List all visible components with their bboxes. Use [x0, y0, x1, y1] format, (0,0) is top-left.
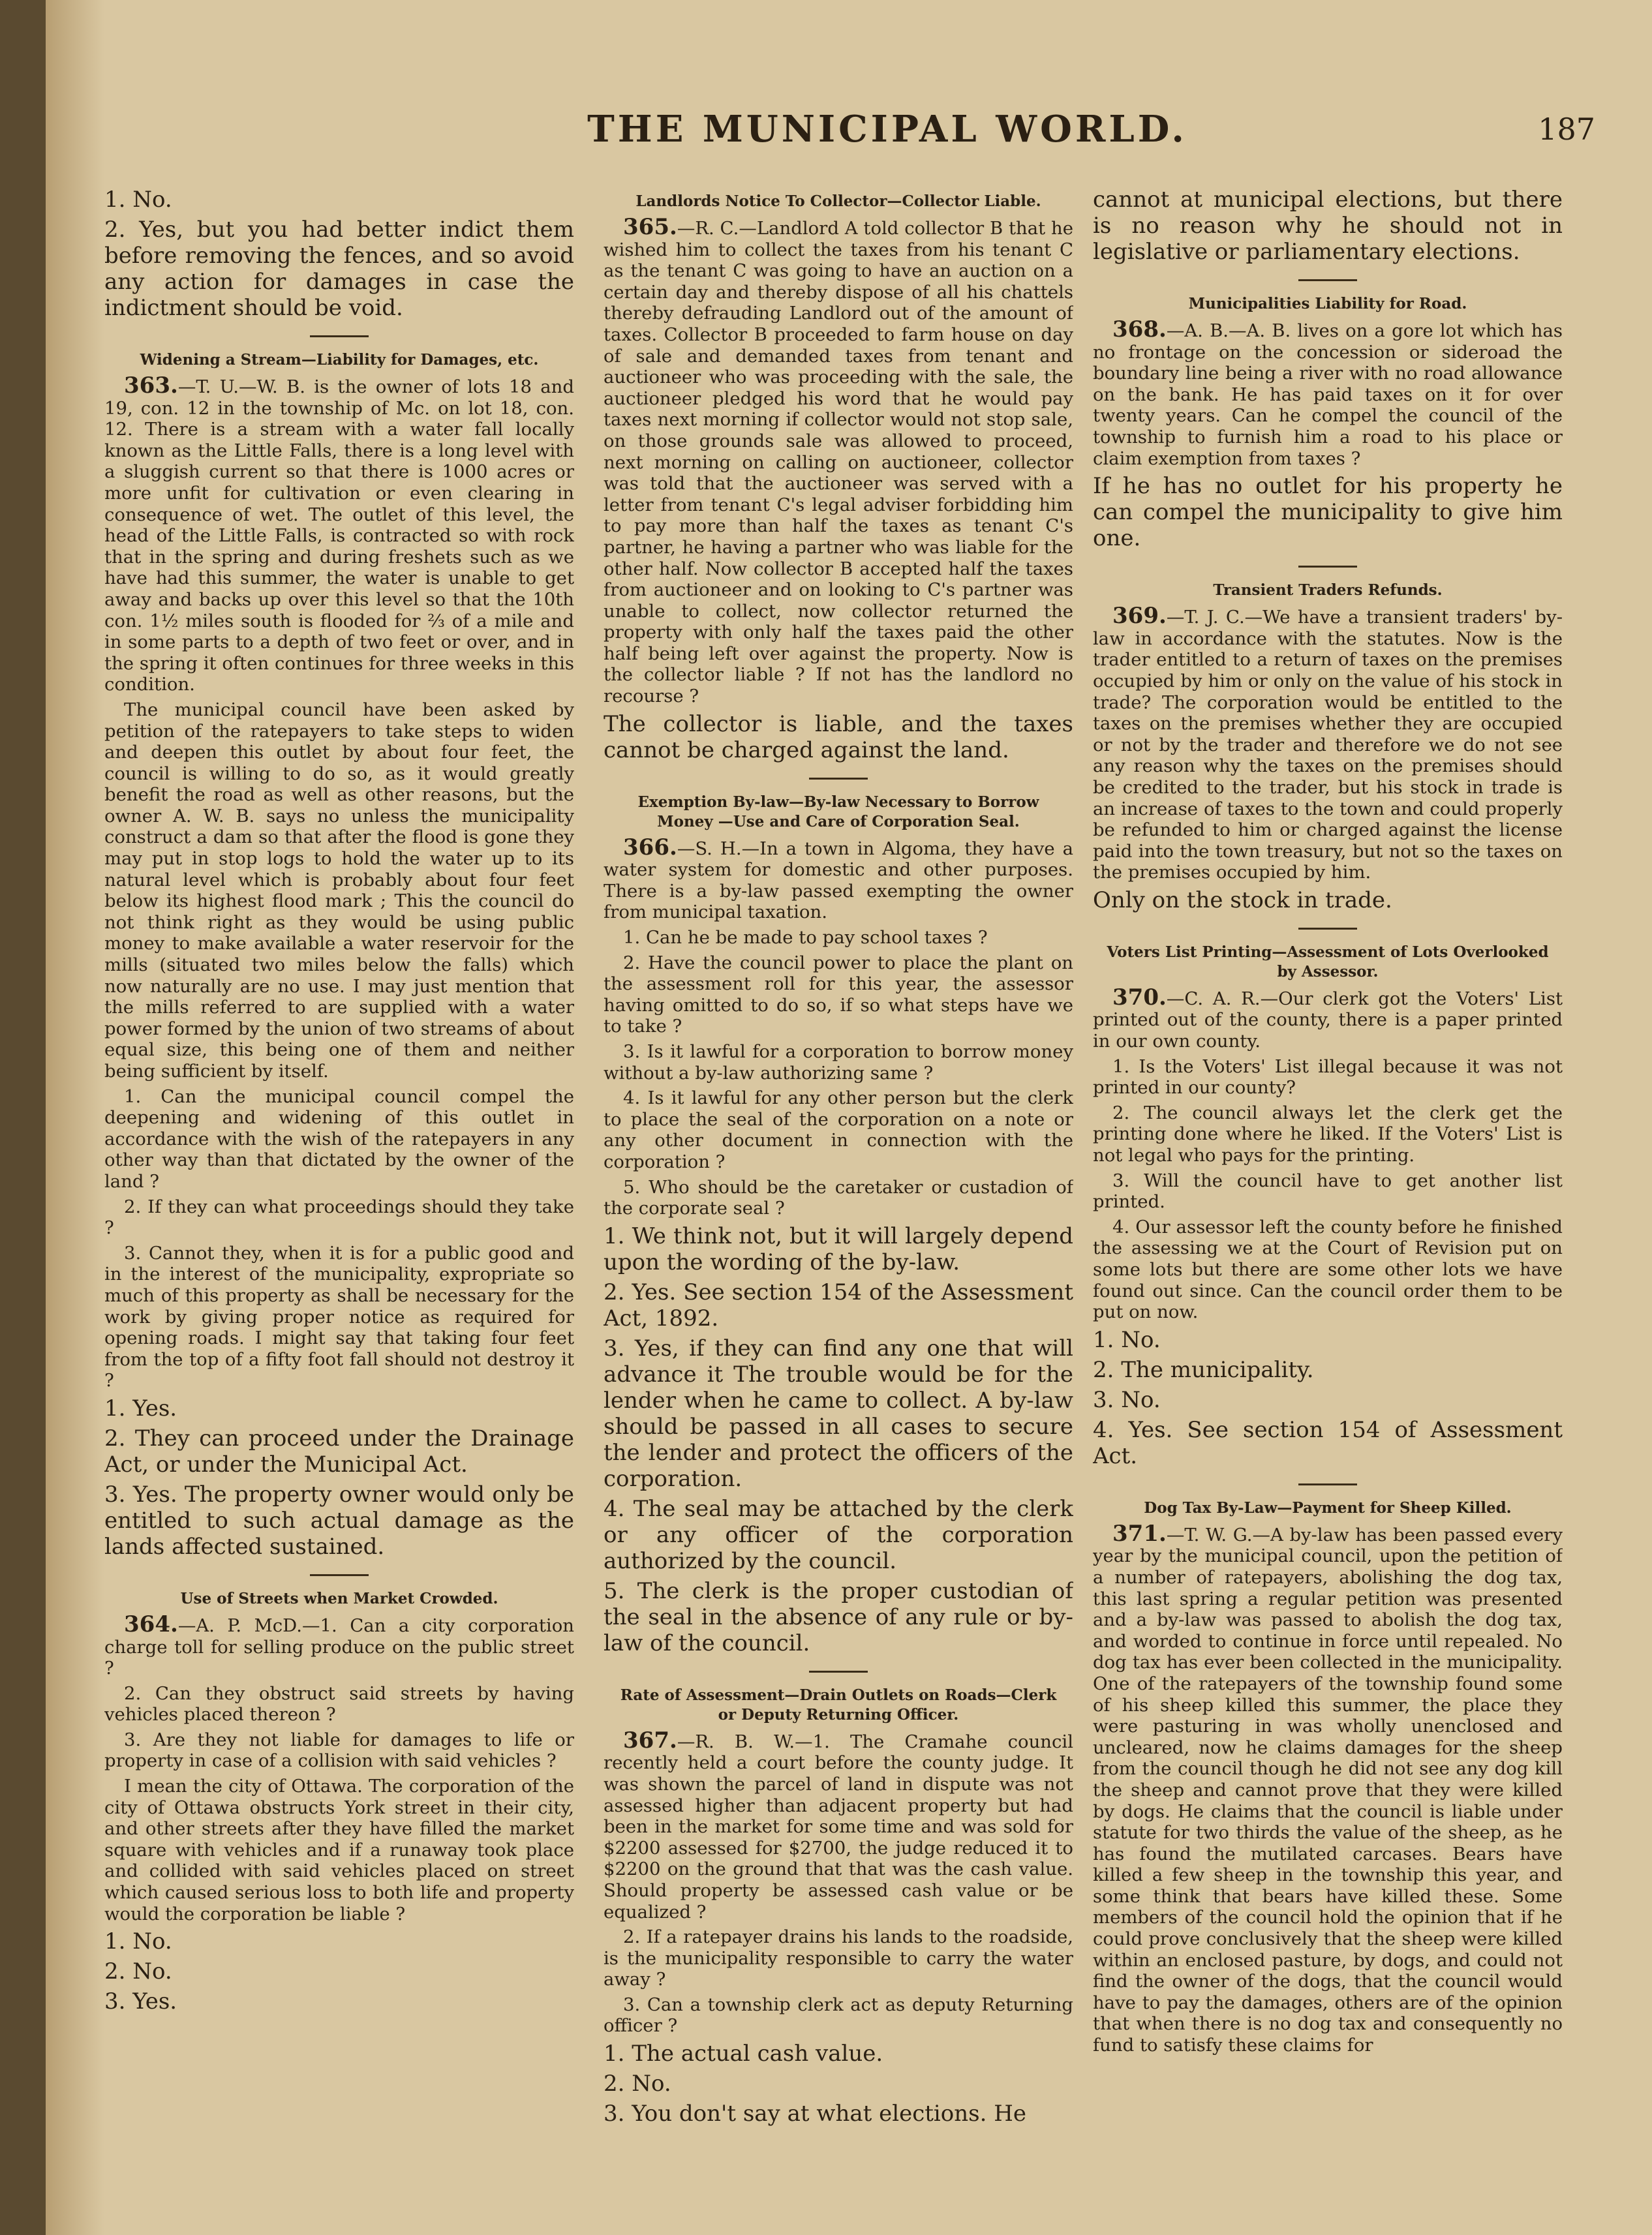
- question-370-item-2: 2. The council always let the clerk get the printing done where he liked. If the Voters' List is not legal who pays for the printing.: [1093, 1102, 1563, 1166]
- column-left: [104, 183, 574, 2140]
- heading-364: Use of Streets when Market Crowded.: [180, 1589, 498, 1607]
- question-366-item-1: 1. Can he be made to pay school taxes ?: [623, 927, 988, 949]
- magazine-page: [46, 0, 1652, 2235]
- question-text: —T. W. G.—A by-law has been passed every year by the municipal council, upon the petition of a number of ratepayers, abolishing the dog tax, this last spring a regular petition was presented and a by-law was passed to abolish the dog tax, and worded to continue in force until repealed. No dog tax has ever been collected in the municipality. One of the ratepayers of the township found some of his sheep killed this summer, the place they were pasturing in was wholly unenclosed and uncleared, now he claims damages for the sheep from the council though he did not see any dog kill the sheep and cannot prove that they were killed by dogs. He claims that the council is liable under statute for two thirds the value of the sheep, as he has found the mutilated carcases. Bears have killed a few sheep in the township this year, and some think that bears have killed these. Some members of the council hold the opinion that if he could prove conclusively that the sheep were killed within an enclosed pasture, by dogs, and could not find the owner of the dogs, that the council would have to pay the damages, others are of the opinion that when there is no dog tax and consequently no fund to satisfy these claims for: [1093, 1524, 1563, 2056]
- question-text: —S. H.—In a town in Algoma, they have a water system for domestic and other purposes. There is a by-law passed exempting the owner from municipal taxation.: [604, 838, 1073, 923]
- question-number: 371.: [1112, 1520, 1167, 1547]
- question-text: —A. P. McD.—1. Can a city corporation charge toll for selling produce on the public street ?: [104, 1615, 574, 1679]
- question-366-item-4: 4. Is it lawful for any other person but the clerk to place the seal of the corporation on a note or any other document in connection with the corporation ?: [604, 1087, 1073, 1172]
- answer-363-1: 1. Yes.: [104, 1395, 177, 1422]
- question-367: [604, 1727, 1073, 1923]
- answer-365: The collector is liable, and the taxes cannot be charged against the land.: [604, 710, 1073, 763]
- answer-366-2: 2. Yes. See section 154 of the Assessment Act, 1892.: [604, 1279, 1073, 1331]
- question-364-item-3: 3. Are they not liable for damages to life or property in case of a collision with said vehicles ?: [104, 1729, 574, 1772]
- question-370: [1093, 984, 1563, 1052]
- answer-366-1: 1. We think not, but it will largely depend upon the wording of the by-law.: [604, 1223, 1073, 1275]
- answer-intro-1: 1. No.: [104, 187, 172, 213]
- question-366-item-3: 3. Is it lawful for a corporation to borrow money without a by-law authorizing same ?: [604, 1041, 1073, 1084]
- question-text: —A. B.—A. B. lives on a gore lot which has no frontage on the concession or sideroad the boundary line being a river with no road allowance on the bank. He has paid taxes on it for over twenty years. Can he compel the council of the township to furnish him a road to his place or claim exemption from taxes ?: [1093, 320, 1563, 469]
- question-number: 363.: [124, 372, 178, 399]
- heading-363: Widening a Stream—Liability for Damages, etc.: [140, 351, 539, 369]
- answer-367-2: 2. No.: [604, 2071, 671, 2097]
- question-number: 368.: [1112, 316, 1167, 342]
- answer-370-2: 2. The municipality.: [1093, 1356, 1314, 1383]
- question-number: 365.: [623, 214, 677, 240]
- answer-366-4: 4. The seal may be attached by the clerk or any officer of the corporation authorized by the council.: [604, 1495, 1073, 1574]
- column-right: [1093, 183, 1563, 2140]
- heading-369: Transient Traders Refunds.: [1213, 581, 1443, 600]
- answer-367-continued: cannot at municipal elections, but there is no reason why he should not in legislative or parliamentary elections.: [1093, 187, 1563, 265]
- question-number: 370.: [1112, 984, 1167, 1011]
- question-text: —R. C.—Landlord A told collector B that he wished him to collect the taxes from his tenant C as the tenant C was going to have an auction on a certain day and thereby dispose of all his chattels thereby defrauding Landlord out of the amount of taxes. Collector B proceeded to farm house on day of sale and demanded taxes from tenant and auctioneer who was proceeding with the sale, the auctioneer pledged his word that he would pay taxes next morning if collector would not stop sale, on those grounds sale was allowed to proceed, next morning on calling on auctioneer, collector was told that the auctioneer was served with a letter from tenant C's legal adviser forbidding him to pay more than half the taxes as tenant C's partner, he having a partner who was liable for the other half. Now collector B accepted half the taxes from auctioneer and on looking to C's partner was unable to collect, now collector returned the property with only half the taxes paid the other half being left over against the property. Now is the collector liable ? If not has the landlord no recourse ?: [604, 218, 1073, 707]
- column-middle: [604, 183, 1073, 2140]
- question-366-item-5: 5. Who should be the caretaker or custadion of the corporate seal ?: [604, 1176, 1073, 1219]
- question-number: 369.: [1112, 603, 1167, 630]
- question-370-item-3: 3. Will the council have to get another list printed.: [1093, 1170, 1563, 1213]
- question-363-item-3: 3. Cannot they, when it is for a public good and in the interest of the municipality, expropriate so much of this property as shall be necessary for the work by giving proper notice as required for opening roads. I might say that taking four feet from the top of a fifty foot fall should not destroy it ?: [104, 1242, 574, 1391]
- heading-366: Exemption By-law—By-law Necessary to Borrow Money —Use and Care of Corporation Seal.: [637, 793, 1039, 830]
- question-text: —R. B. W.—1. The Cramahe council recently held a court before the county judge. It was shown the parcel of land in dispute was not assessed higher than adjacent property but had been in the market for some time and was sold for $2200 assessed for $2700, the judge reduced it to $2200 on the ground that that was the cash value. Should property be assessed cash value or be equalized ?: [604, 1731, 1073, 1923]
- question-364-item-2: 2. Can they obstruct said streets by having vehicles placed thereon ?: [104, 1682, 574, 1726]
- answer-367-1: 1. The actual cash value.: [604, 2041, 883, 2067]
- section-divider: [310, 1574, 369, 1576]
- question-368: [1093, 316, 1563, 469]
- question-370-item-1: 1. Is the Voters' List illegal because it was not printed in our county?: [1093, 1056, 1563, 1099]
- answer-368: If he has no outlet for his property he can compel the municipality to give him one.: [1093, 473, 1563, 552]
- question-text: —T. U.—W. B. is the owner of lots 18 and 19, con. 12 in the township of Mc. on lot 18, con. 12. There is a stream with a water fall locally known as the Little Falls, there is a long level with a sluggish current so that there is 1000 acres or more unfit for cultivation or even clearing in consequence of wet. The outlet of this level, the head of the Little Falls, is contracted so with rock that in the spring and during freshets such as we have had this summer, the water is unable to get away and backs up over this level so that the 10th con. 1½ miles south is flooded for ⅔ of a mile and in some parts to a depth of two feet or over, and in the spring it often continues for three weeks in this condition.: [104, 376, 574, 695]
- question-370-item-4: 4. Our assessor left the county before he finished the assessing we at the Court of Revision put on some lots but there are some other lots we have found out since. Can the council order them to be put on now.: [1093, 1216, 1563, 1323]
- section-divider: [809, 1671, 868, 1673]
- question-365: [604, 214, 1073, 707]
- answer-364-1: 1. No.: [104, 1928, 172, 1955]
- question-363-paragraph: The municipal council have been asked by petition of the ratepayers to take steps to widen and deepen this outlet by about four feet, the council is willing to do so, as it would greatly benefit the road as well as other reasons, but the owner A. W. B. says no unless the municipality construct a dam so that after the flood is gone they may put in stop logs to hold the water up to its natural level which is probably about four feet below its highest flood mark ; This the council do not think right as they would be using public money to make available a water reservoir for the mills (situated two miles below the falls) which now naturally are no use. I may just mention that the mills referred to are supplied with a water power formed by the union of two streams of about equal size, this being one of them and neither being sufficient by itself.: [104, 699, 574, 1082]
- question-363: [104, 372, 574, 695]
- section-divider: [1298, 566, 1357, 568]
- answer-intro-2: 2. Yes, but you had better indict them before removing the fences, and so avoid any action for damages in case the indictment should be void.: [104, 217, 574, 321]
- heading-370: Voters List Printing—Assessment of Lots Overlooked by Assessor.: [1107, 943, 1549, 981]
- heading-367: Rate of Assessment—Drain Outlets on Roads—Clerk or Deputy Returning Officer.: [620, 1686, 1057, 1724]
- section-divider: [1298, 928, 1357, 930]
- question-364: [104, 1611, 574, 1679]
- question-number: 366.: [623, 834, 677, 860]
- answer-367-3: 3. You don't say at what elections. He: [604, 2101, 1026, 2127]
- heading-371: Dog Tax By-Law—Payment for Sheep Killed.: [1144, 1498, 1512, 1517]
- answer-364-3: 3. Yes.: [104, 1988, 177, 2015]
- answer-366-3: 3. Yes, if they can find any one that will advance it The trouble would be for the lender when he came to collect. A by-law should be passed in all cases to secure the lender and protect the officers of the corporation.: [604, 1335, 1073, 1492]
- question-371: [1093, 1520, 1563, 2056]
- section-divider: [310, 335, 369, 337]
- answer-370-1: 1. No.: [1093, 1326, 1161, 1353]
- question-text: —T. J. C.—We have a transient traders' by-law in accordance with the statutes. Now is the trader entitled to a return of taxes on the premises occupied by him or only on the value of his stock in trade? The corporation would be entitled to the taxes on the premises whether they are occupied or not by the trader and therefore we do not see any reason why the taxes on the premises should be credited to the trader, but his stock in trade is an increase of taxes to the town and could properly be refunded to him or charged against the license paid into the town treasury, but not so the taxes on the premises occupied by him.: [1093, 607, 1563, 883]
- answer-370-3: 3. No.: [1093, 1386, 1161, 1413]
- answer-363-2: 2. They can proceed under the Drainage Act, or under the Municipal Act.: [104, 1425, 574, 1478]
- heading-365: Landlords Notice To Collector—Collector Liable.: [635, 192, 1041, 210]
- question-364-paragraph: I mean the city of Ottawa. The corporation of the city of Ottawa obstructs York street in their city, and other streets after they have filled the market square with vehicles and if a runaway took place and collided with said vehicles placed on street which caused serious loss to both life and property would the corporation be liable ?: [104, 1776, 574, 1924]
- question-text: —C. A. R.—Our clerk got the Voters' List printed out of the county, there is a paper printed in our own county.: [1093, 988, 1563, 1052]
- section-divider: [809, 778, 868, 780]
- question-363-item-1: 1. Can the municipal council compel the deepening and widening of this outlet in accordance with the wish of the ratepayers in any other way than that dictated by the owner of the land ?: [104, 1086, 574, 1192]
- answer-364-2: 2. No.: [104, 1958, 172, 1985]
- page-header: [144, 108, 1631, 160]
- section-divider: [1298, 279, 1357, 281]
- answer-366-5: 5. The clerk is the proper custodian of the seal in the absence of any rule or by-law of the council.: [604, 1577, 1073, 1656]
- section-divider: [1298, 1483, 1357, 1485]
- page-gutter: [46, 0, 104, 2235]
- question-366: [604, 834, 1073, 923]
- page-number: 187: [1538, 112, 1595, 147]
- question-366-item-2: 2. Have the council power to place the plant on the assessment roll for this year, the assessor having omitted to do so, if so what steps have we to take ?: [604, 952, 1073, 1037]
- question-363-item-2: 2. If they can what proceedings should they take ?: [104, 1196, 574, 1239]
- question-number: 364.: [124, 1611, 178, 1637]
- page-title: THE MUNICIPAL WORLD.: [587, 108, 1187, 151]
- question-369: [1093, 605, 1563, 883]
- heading-368: Municipalities Liability for Road.: [1188, 295, 1467, 312]
- answer-370-4: 4. Yes. See section 154 of Assessment Act.: [1093, 1416, 1563, 1469]
- question-367-item-3: 3. Can a township clerk act as deputy Returning officer ?: [604, 1994, 1073, 2037]
- answer-369: Only on the stock in trade.: [1093, 887, 1392, 913]
- answer-363-3: 3. Yes. The property owner would only be entitled to such actual damage as the lands affected sustained.: [104, 1481, 574, 1560]
- question-367-item-2: 2. If a ratepayer drains his lands to the roadside, is the municipality responsible to carry the water away ?: [604, 1926, 1073, 1990]
- question-number: 367.: [623, 1727, 677, 1754]
